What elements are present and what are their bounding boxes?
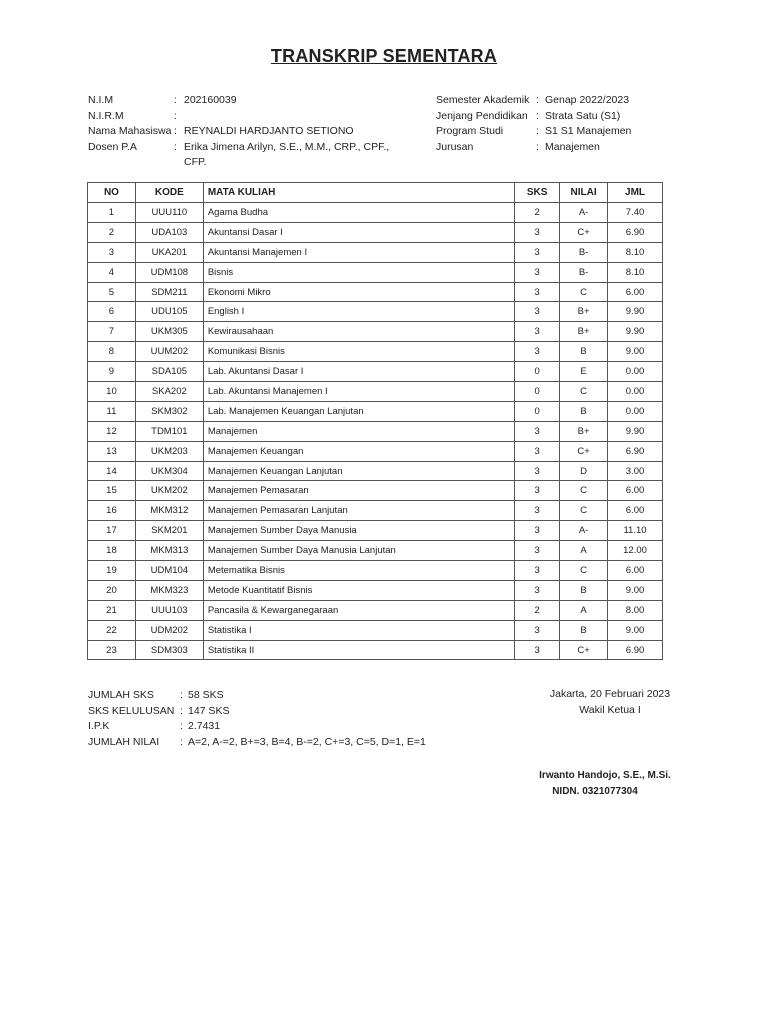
cell-mata-kuliah: Pancasila & Kewarganegaraan <box>203 600 514 620</box>
program-info <box>436 93 696 155</box>
cell-no: 4 <box>88 262 136 282</box>
cell-sks: 2 <box>515 600 560 620</box>
cell-jml: 9.00 <box>608 620 663 640</box>
info-colon: : <box>174 140 177 153</box>
cell-nilai: C <box>560 282 608 302</box>
cell-sks: 3 <box>515 282 560 302</box>
cell-sks: 3 <box>515 302 560 322</box>
cell-sks: 3 <box>515 481 560 501</box>
table-row <box>88 342 663 362</box>
cell-nilai: E <box>560 362 608 382</box>
cell-kode: UKM202 <box>135 481 203 501</box>
info-row-prodi <box>436 124 696 140</box>
info-value: S1 S1 Manajemen <box>545 125 632 137</box>
col-header-nilai: NILAI <box>560 183 608 203</box>
cell-kode: SDA105 <box>135 362 203 382</box>
cell-nilai: C+ <box>560 640 608 660</box>
cell-kode: UUU103 <box>135 600 203 620</box>
cell-no: 14 <box>88 461 136 481</box>
table-row <box>88 561 663 581</box>
info-row-nama <box>88 124 418 140</box>
cell-jml: 0.00 <box>608 362 663 382</box>
info-row-jenjang <box>436 109 696 125</box>
cell-no: 12 <box>88 421 136 441</box>
cell-jml: 6.00 <box>608 501 663 521</box>
summary-value: 147 SKS <box>188 704 230 717</box>
cell-mata-kuliah: Lab. Manajemen Keuangan Lanjutan <box>203 401 514 421</box>
cell-kode: UKM203 <box>135 441 203 461</box>
signature-name: Irwanto Handojo, S.E., M.Si. <box>539 770 671 781</box>
cell-sks: 3 <box>515 441 560 461</box>
cell-sks: 3 <box>515 620 560 640</box>
info-label: Semester Akademik <box>436 94 530 106</box>
cell-no: 18 <box>88 541 136 561</box>
table-row <box>88 600 663 620</box>
cell-no: 8 <box>88 342 136 362</box>
table-header-row <box>88 183 663 203</box>
cell-no: 1 <box>88 203 136 223</box>
summary-row-jumlah-nilai <box>88 735 426 751</box>
cell-sks: 3 <box>515 222 560 242</box>
info-label: Jurusan <box>436 140 474 153</box>
cell-nilai: B <box>560 401 608 421</box>
cell-no: 15 <box>88 481 136 501</box>
cell-mata-kuliah: Manajemen Sumber Daya Manusia <box>203 521 514 541</box>
cell-nilai: B- <box>560 242 608 262</box>
cell-no: 21 <box>88 600 136 620</box>
cell-nilai: B+ <box>560 302 608 322</box>
cell-no: 10 <box>88 382 136 402</box>
info-label: N.I.R.M <box>88 109 124 122</box>
table-row <box>88 501 663 521</box>
cell-no: 20 <box>88 580 136 600</box>
cell-mata-kuliah: Statistika II <box>203 640 514 660</box>
table-row <box>88 262 663 282</box>
document-title: TRANSKRIP SEMENTARA <box>270 46 498 66</box>
cell-jml: 0.00 <box>608 382 663 402</box>
cell-nilai: C+ <box>560 441 608 461</box>
cell-mata-kuliah: Manajemen Pemasaran Lanjutan <box>203 501 514 521</box>
cell-no: 3 <box>88 242 136 262</box>
cell-jml: 6.90 <box>608 640 663 660</box>
info-row-nirm <box>88 109 418 125</box>
table-row <box>88 541 663 561</box>
table-row <box>88 322 663 342</box>
cell-jml: 9.90 <box>608 302 663 322</box>
cell-jml: 6.90 <box>608 441 663 461</box>
cell-nilai: A <box>560 600 608 620</box>
cell-mata-kuliah: Manajemen Pemasaran <box>203 481 514 501</box>
cell-sks: 3 <box>515 521 560 541</box>
cell-mata-kuliah: Agama Budha <box>203 203 514 223</box>
info-row-semester <box>436 93 696 109</box>
info-row-nim <box>88 93 418 109</box>
info-colon: : <box>174 125 177 137</box>
info-label: Jenjang Pendidikan <box>436 109 528 122</box>
cell-sks: 3 <box>515 580 560 600</box>
info-row-jurusan <box>436 140 696 156</box>
cell-mata-kuliah: Manajemen Keuangan Lanjutan <box>203 461 514 481</box>
cell-nilai: A- <box>560 521 608 541</box>
table-row <box>88 302 663 322</box>
cell-nilai: C <box>560 561 608 581</box>
table-row <box>88 481 663 501</box>
cell-jml: 8.00 <box>608 600 663 620</box>
summary-value: 2.7431 <box>188 720 221 732</box>
cell-jml: 7.40 <box>608 203 663 223</box>
cell-nilai: A <box>560 541 608 561</box>
info-label: Program Studi <box>436 125 504 137</box>
cell-kode: UUU110 <box>135 203 203 223</box>
cell-mata-kuliah: Metode Kuantitatif Bisnis <box>203 580 514 600</box>
summary-row-jumlah-sks <box>88 688 426 704</box>
cell-no: 9 <box>88 362 136 382</box>
cell-nilai: D <box>560 461 608 481</box>
cell-kode: UDA103 <box>135 222 203 242</box>
cell-sks: 3 <box>515 541 560 561</box>
cell-jml: 6.90 <box>608 222 663 242</box>
table-row <box>88 382 663 402</box>
cell-jml: 3.00 <box>608 461 663 481</box>
student-info <box>88 93 418 171</box>
col-header-no: NO <box>88 183 136 203</box>
info-value: Erika Jimena Arilyn, S.E., M.M., CRP., CPF., CFP. <box>184 140 390 168</box>
cell-kode: UDU105 <box>135 302 203 322</box>
signature-place-date: Jakarta, 20 Februari 2023 <box>549 688 671 700</box>
info-value: REYNALDI HARDJANTO SETIONO <box>184 125 354 137</box>
cell-mata-kuliah: Ekonomi Mikro <box>203 282 514 302</box>
cell-nilai: A- <box>560 203 608 223</box>
cell-kode: MKM312 <box>135 501 203 521</box>
cell-sks: 0 <box>515 382 560 402</box>
grades-table <box>87 182 663 660</box>
table-row <box>88 421 663 441</box>
cell-sks: 3 <box>515 242 560 262</box>
summary-value: 58 SKS <box>188 689 224 701</box>
cell-no: 22 <box>88 620 136 640</box>
cell-mata-kuliah: Akuntansi Manajemen I <box>203 242 514 262</box>
info-colon: : <box>536 140 539 153</box>
info-label: N.I.M <box>88 94 114 106</box>
cell-jml: 9.90 <box>608 421 663 441</box>
summary-colon: : <box>180 735 183 748</box>
cell-kode: SDM211 <box>135 282 203 302</box>
cell-no: 13 <box>88 441 136 461</box>
cell-sks: 2 <box>515 203 560 223</box>
cell-sks: 0 <box>515 401 560 421</box>
cell-mata-kuliah: Manajemen Keuangan <box>203 441 514 461</box>
cell-no: 5 <box>88 282 136 302</box>
info-value: 202160039 <box>184 94 237 106</box>
cell-sks: 3 <box>515 421 560 441</box>
cell-jml: 0.00 <box>608 401 663 421</box>
cell-mata-kuliah: English I <box>203 302 514 322</box>
cell-kode: UKM304 <box>135 461 203 481</box>
cell-kode: MKM313 <box>135 541 203 561</box>
cell-kode: MKM323 <box>135 580 203 600</box>
cell-jml: 12.00 <box>608 541 663 561</box>
col-header-sks: SKS <box>515 183 560 203</box>
cell-no: 2 <box>88 222 136 242</box>
cell-mata-kuliah: Kewirausahaan <box>203 322 514 342</box>
summary-label: JUMLAH NILAI <box>88 735 160 748</box>
table-row <box>88 461 663 481</box>
cell-kode: UDM108 <box>135 262 203 282</box>
summary-row-sks-kelulusan <box>88 704 426 720</box>
table-row <box>88 521 663 541</box>
cell-jml: 6.00 <box>608 561 663 581</box>
cell-kode: SKA202 <box>135 382 203 402</box>
cell-jml: 9.00 <box>608 580 663 600</box>
cell-jml: 8.10 <box>608 242 663 262</box>
cell-mata-kuliah: Metematika Bisnis <box>203 561 514 581</box>
cell-sks: 3 <box>515 342 560 362</box>
cell-sks: 3 <box>515 640 560 660</box>
cell-no: 7 <box>88 322 136 342</box>
cell-nilai: C <box>560 501 608 521</box>
table-row <box>88 282 663 302</box>
cell-nilai: B <box>560 620 608 640</box>
cell-kode: UUM202 <box>135 342 203 362</box>
cell-jml: 11.10 <box>608 521 663 541</box>
cell-kode: SKM201 <box>135 521 203 541</box>
cell-mata-kuliah: Statistika I <box>203 620 514 640</box>
signature-role: Wakil Ketua I <box>579 704 641 716</box>
cell-kode: UKM305 <box>135 322 203 342</box>
table-row <box>88 640 663 660</box>
cell-sks: 3 <box>515 501 560 521</box>
cell-jml: 6.00 <box>608 282 663 302</box>
col-header-mata-kuliah: MATA KULIAH <box>203 183 514 203</box>
summary-label: JUMLAH SKS <box>88 689 154 701</box>
summary-row-ipk <box>88 719 426 735</box>
cell-kode: TDM101 <box>135 421 203 441</box>
summary-block <box>88 688 426 750</box>
summary-colon: : <box>180 720 183 732</box>
info-value: Genap 2022/2023 <box>545 94 630 106</box>
cell-mata-kuliah: Akuntansi Dasar I <box>203 222 514 242</box>
cell-nilai: B- <box>560 262 608 282</box>
cell-mata-kuliah: Manajemen Sumber Daya Manusia Lanjutan <box>203 541 514 561</box>
table-row <box>88 362 663 382</box>
cell-nilai: B <box>560 342 608 362</box>
cell-jml: 8.10 <box>608 262 663 282</box>
summary-label: I.P.K <box>88 720 110 732</box>
cell-sks: 3 <box>515 461 560 481</box>
cell-kode: UKA201 <box>135 242 203 262</box>
info-label: Nama Mahasiswa <box>88 125 172 137</box>
cell-no: 17 <box>88 521 136 541</box>
table-row <box>88 203 663 223</box>
cell-mata-kuliah: Bisnis <box>203 262 514 282</box>
info-label: Dosen P.A <box>88 140 137 153</box>
cell-sks: 0 <box>515 362 560 382</box>
cell-sks: 3 <box>515 561 560 581</box>
col-header-jml: JML <box>608 183 663 203</box>
cell-kode: UDM202 <box>135 620 203 640</box>
cell-jml: 6.00 <box>608 481 663 501</box>
cell-nilai: B <box>560 580 608 600</box>
cell-mata-kuliah: Komunikasi Bisnis <box>203 342 514 362</box>
cell-no: 23 <box>88 640 136 660</box>
info-row-dosen <box>88 140 418 171</box>
cell-nilai: B+ <box>560 421 608 441</box>
info-colon: : <box>174 109 177 122</box>
cell-no: 19 <box>88 561 136 581</box>
info-colon: : <box>536 109 539 122</box>
info-value <box>184 109 414 125</box>
grades-table-body <box>88 203 663 660</box>
cell-jml: 9.90 <box>608 322 663 342</box>
cell-nilai: C <box>560 382 608 402</box>
table-row <box>88 620 663 640</box>
info-colon: : <box>174 94 177 106</box>
cell-mata-kuliah: Lab. Akuntansi Manajemen I <box>203 382 514 402</box>
cell-mata-kuliah: Lab. Akuntansi Dasar I <box>203 362 514 382</box>
cell-no: 16 <box>88 501 136 521</box>
summary-colon: : <box>180 704 183 717</box>
cell-no: 6 <box>88 302 136 322</box>
summary-colon: : <box>180 689 183 701</box>
info-value: Strata Satu (S1) <box>545 109 621 122</box>
summary-value: A=2, A-=2, B+=3, B=4, B-=2, C+=3, C=5, D=1, E=1 <box>188 735 426 748</box>
cell-nilai: C <box>560 481 608 501</box>
cell-kode: UDM104 <box>135 561 203 581</box>
info-colon: : <box>536 125 539 137</box>
cell-sks: 3 <box>515 322 560 342</box>
table-row <box>88 242 663 262</box>
cell-kode: SDM303 <box>135 640 203 660</box>
cell-mata-kuliah: Manajemen <box>203 421 514 441</box>
col-header-kode: KODE <box>135 183 203 203</box>
table-row <box>88 401 663 421</box>
cell-kode: SKM302 <box>135 401 203 421</box>
cell-sks: 3 <box>515 262 560 282</box>
info-colon: : <box>536 94 539 106</box>
cell-nilai: B+ <box>560 322 608 342</box>
table-row <box>88 441 663 461</box>
cell-nilai: C+ <box>560 222 608 242</box>
cell-jml: 9.00 <box>608 342 663 362</box>
table-row <box>88 580 663 600</box>
signature-nidn: NIDN. 0321077304 <box>552 786 638 797</box>
summary-label: SKS KELULUSAN <box>88 704 175 717</box>
table-row <box>88 222 663 242</box>
cell-no: 11 <box>88 401 136 421</box>
info-value: Manajemen <box>545 140 600 153</box>
